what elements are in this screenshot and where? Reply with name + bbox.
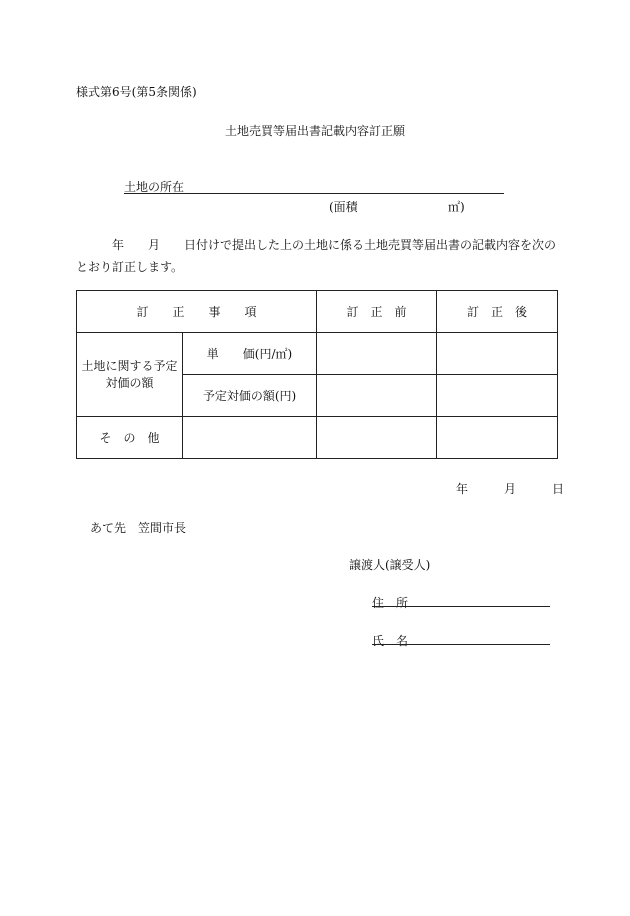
- name-label: 氏 名: [372, 634, 409, 648]
- total-after-cell[interactable]: [437, 375, 558, 417]
- unit-price-after-cell[interactable]: [437, 333, 558, 375]
- body-line1: 日付けで提出した上の土地に係る土地売買等届出書の記載内容を次の: [184, 238, 557, 252]
- other-before-cell[interactable]: [317, 417, 437, 459]
- group-label: [77, 333, 183, 417]
- name-field[interactable]: [372, 644, 550, 645]
- body-line2: とおり訂正します。: [76, 260, 184, 274]
- area-unit: ㎡): [448, 200, 465, 214]
- body-text: [76, 234, 556, 278]
- area-label: (面積: [329, 200, 358, 214]
- body-month: 月: [148, 238, 161, 252]
- table-row: [77, 333, 558, 375]
- party-label: 譲渡人(譲受人): [349, 558, 431, 572]
- land-location-field[interactable]: [124, 193, 504, 194]
- land-location-label: 土地の所在: [124, 180, 185, 194]
- table-header-row: [77, 291, 558, 333]
- header-items: 訂 正 事 項: [77, 291, 317, 333]
- total-before-cell[interactable]: [317, 375, 437, 417]
- other-item-cell[interactable]: [183, 417, 317, 459]
- addressee: あて先 笠間市長: [90, 521, 187, 535]
- header-after: 訂 正 後: [437, 291, 558, 333]
- total-price-label: 予定対価の額(円): [183, 375, 317, 417]
- unit-price-label: 単 価(円/㎡): [183, 333, 317, 375]
- address-field[interactable]: [372, 606, 550, 607]
- table-row: [77, 417, 558, 459]
- date-line: 年 月 日: [456, 482, 565, 496]
- correction-table: [76, 290, 558, 459]
- header-before: 訂 正 前: [317, 291, 437, 333]
- unit-price-before-cell[interactable]: [317, 333, 437, 375]
- group-label-line1: 土地に関する予定: [81, 358, 178, 373]
- address-label: 住 所: [372, 596, 409, 610]
- form-number: 様式第6号(第5条関係): [76, 85, 197, 99]
- group-label-line2: 対価の額: [105, 375, 154, 390]
- other-label: そ の 他: [77, 417, 183, 459]
- document-title: 土地売買等届出書記載内容訂正願: [224, 124, 405, 138]
- body-year: 年: [112, 238, 125, 252]
- other-after-cell[interactable]: [437, 417, 558, 459]
